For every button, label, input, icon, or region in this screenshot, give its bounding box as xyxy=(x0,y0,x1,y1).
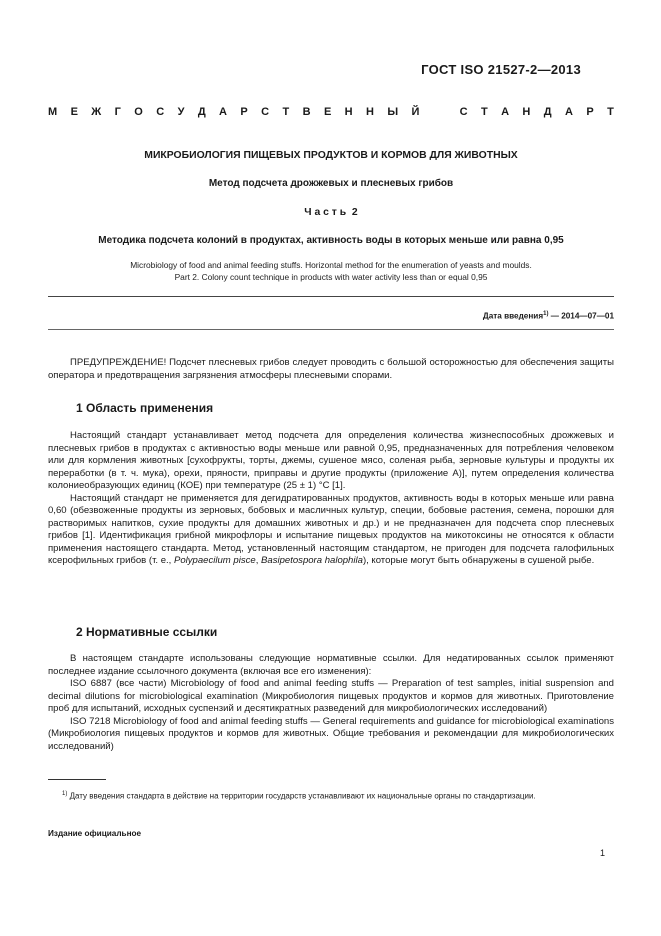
section-1-paragraph-2: Настоящий стандарт не применяется для дегидратированных продуктов, активность воды в которых меньше или равна 0,60 (обезвоженные продукты из зерновых, бобовых и масличных культур, специи, бобовые растения, семена, порошки для растворимых напитков, сухие продукты для домашних животных и др.) и не предназначен для подсчета спор плесневых грибов [1]. Идентификация грибной микрофлоры и испытание пищевых продуктов на микотоксины не относятся к области применения настоящего стандарта. Метод, установленный настоящим стандартом, не пригоден для подсчета галофильных ксерофильных грибов (т. е., Polypaecilum pisce, Basipetospora halophila), которые могут быть обнаружены в сушеной рыбе. xyxy=(48,492,614,566)
banner-letter: Д xyxy=(197,106,206,118)
title-divider xyxy=(48,296,614,297)
part-label: Ч а с т ь 2 xyxy=(304,207,358,218)
species-name: Polypaecilum pisce xyxy=(173,555,256,566)
document-id: ГОСТ ISO 21527-2—2013 xyxy=(421,62,581,77)
banner-letter: Е xyxy=(323,106,332,118)
standard-title: МИКРОБИОЛОГИЯ ПИЩЕВЫХ ПРОДУКТОВ И КОРМОВ ДЛЯ ЖИВОТНЫХ xyxy=(144,150,518,161)
footnote-mark: 1) xyxy=(543,311,549,317)
footnote-number: 1) xyxy=(62,791,68,797)
section-1-heading: 1 Область применения xyxy=(76,401,214,415)
banner-letter: Р xyxy=(240,106,248,118)
official-edition-label: Издание официальное xyxy=(48,829,142,838)
banner-letter: Т xyxy=(282,106,290,118)
page-number: 1 xyxy=(600,848,606,858)
banner-letter: У xyxy=(177,106,185,118)
banner-letter: Д xyxy=(543,106,552,118)
banner-letter: А xyxy=(501,106,510,118)
banner-letter: Ж xyxy=(91,106,102,118)
footnote-separator xyxy=(48,779,106,780)
banner-letter: А xyxy=(219,106,227,118)
introduction-date-value: — 2014—07—01 xyxy=(548,311,614,321)
banner-letter: Н xyxy=(366,106,374,118)
section-1-paragraph-1: Настоящий стандарт устанавливает метод подсчета для определения количества жизнеспособных дрожжевых и плесневых грибов в продуктах с активностью воды меньше или равной 0,95, предназначенных для потребления человеком или для кормления животных [сухофрукты, торты, джемы, сушеное мясо, соленая рыба, зерновые культуры и продукты их переработки (в т. ч. мука), орехи, пряности, приправы и другие продукты (приложение А)], путем определения количества колониеобразующих единиц (КОЕ) при температуре (25 ± 1) °С [1]. xyxy=(48,430,614,491)
part-subtitle: Методика подсчета колоний в продуктах, активность воды в которых меньше или равна 0,95 xyxy=(98,235,564,246)
banner-letter: Т xyxy=(480,106,488,118)
banner-letter: Р xyxy=(586,106,594,118)
banner-letter: В xyxy=(302,106,311,118)
section-1-body xyxy=(48,430,614,568)
introduction-date-label: Дата введения xyxy=(482,311,544,321)
banner-letter: Ы xyxy=(387,106,399,118)
banner-letter: Н xyxy=(344,106,353,118)
species-name: Basipetospora halophila xyxy=(261,555,363,566)
banner-letter: М xyxy=(48,106,58,118)
banner-letter: Г xyxy=(114,106,121,118)
section-2-reference-iso6887: ISO 6887 (все части) Microbiology of food and animal feeding stuffs — Preparation of test samples, initial suspension and decimal dilutions for microbiological examination (Микробиология пищевых продуктов и кормов для животных. Приготовление проб для испытаний, исходных суспензий и десятикратных разведений для микробиологических исследований) xyxy=(48,678,614,714)
introduction-date xyxy=(483,311,614,321)
warning-paragraph: ПРЕДУПРЕЖДЕНИЕ! Подсчет плесневых грибов следует проводить с большой осторожностью для обеспечения защиты оператора и предотвращения загрязнения атмосферы плесневыми спорами. xyxy=(48,357,614,381)
banner-letter: Т xyxy=(607,106,614,118)
banner-letter: С xyxy=(459,106,468,118)
section-2-paragraph-1: В настоящем стандарте использованы следующие нормативные ссылки. Для недатированных ссылок применяют последнее издание ссылочного документа (включая все его изменения): xyxy=(48,653,614,677)
method-title: Метод подсчета дрожжевых и плесневых грибов xyxy=(208,178,454,189)
banner-letter: С xyxy=(156,106,165,118)
section-2-reference-iso7218: ISO 7218 Microbiology of food and animal feeding stuffs — General requirements and guidance for microbiological examinations (Микробиология пищевых продуктов и кормов для животных. Общие требования и рекомендации для микробиологических исследований) xyxy=(48,715,614,752)
banner-letter: Е xyxy=(70,106,78,118)
section-2-body xyxy=(48,653,614,753)
date-divider xyxy=(48,329,614,330)
banner-letter: С xyxy=(261,106,270,118)
banner-letter: А xyxy=(565,106,573,118)
footnote-text: Дату введения стандарта в действие на территории государств устанавливают их национальные органы по стандартизации. xyxy=(67,791,536,801)
banner-letter: Н xyxy=(522,106,531,118)
banner-letter: Й xyxy=(411,106,420,118)
english-title-line-2: Part 2. Colony count technique in products with water activity less than or equal 0,95 xyxy=(174,272,488,282)
banner-letter: О xyxy=(134,106,143,118)
english-title-line-1: Microbiology of food and animal feeding stuffs. Horizontal method for the enumeration of yeasts and moulds. xyxy=(130,260,532,270)
footnote xyxy=(48,788,614,803)
interstate-standard-banner xyxy=(48,106,614,118)
section-2-heading: 2 Нормативные ссылки xyxy=(76,625,218,639)
